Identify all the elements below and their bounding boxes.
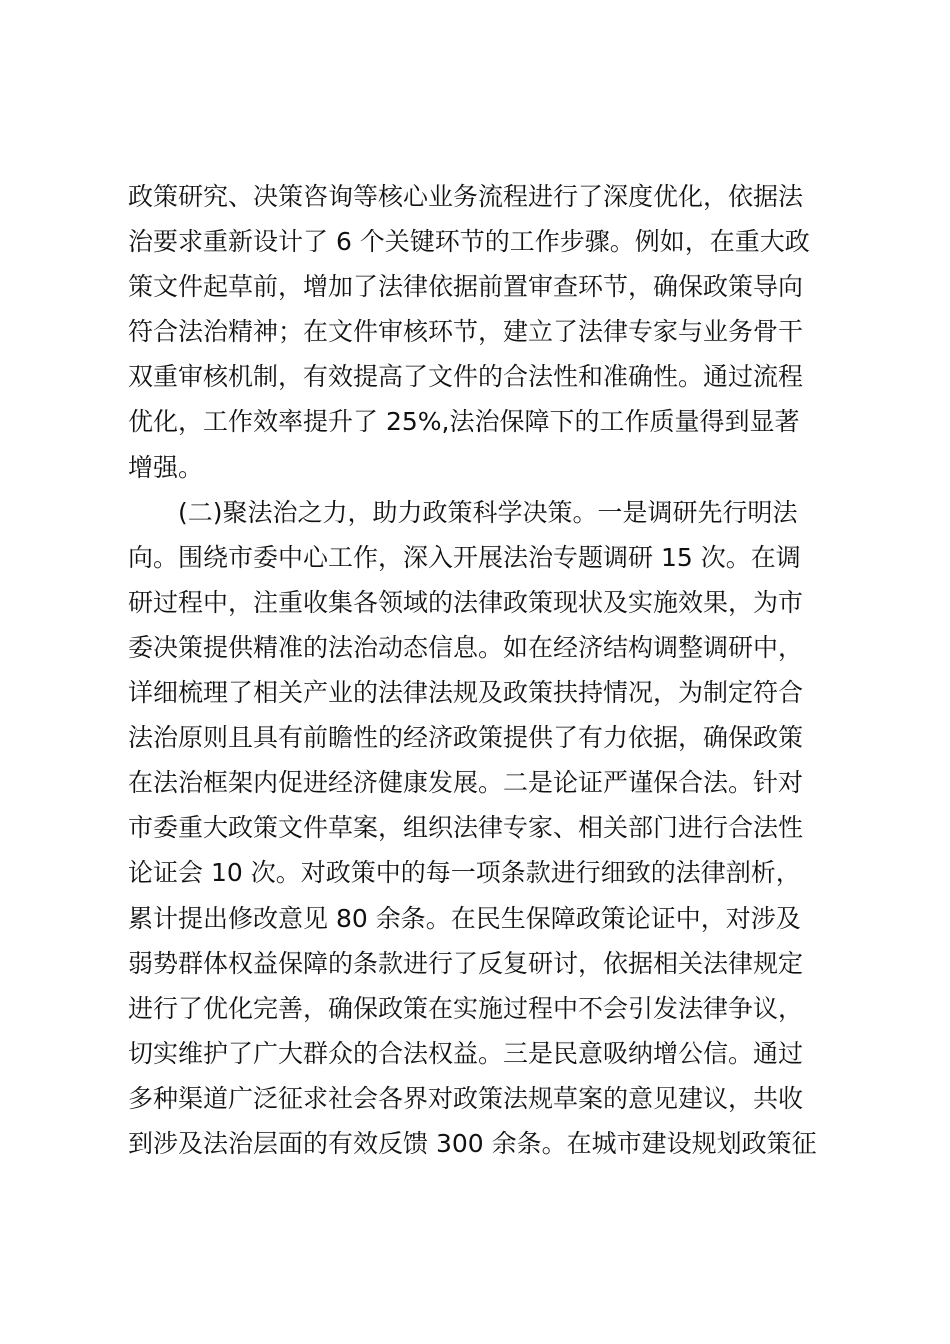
text-line: 治要求重新设计了 6 个关键环节的工作步骤。例如，在重大政 bbox=[128, 227, 810, 257]
body-text bbox=[128, 174, 828, 1166]
text-line: 符合法治精神；在文件审核环节，建立了法律专家与业务骨干 bbox=[128, 317, 804, 347]
text-line: 市委重大政策文件草案，组织法律专家、相关部门进行合法性 bbox=[128, 813, 804, 843]
section-heading-line: (二)聚法治之力，助力政策科学决策。一是调研先行明法 bbox=[178, 497, 798, 527]
text-line: 优化，工作效率提升了 25%,法治保障下的工作质量得到显著 bbox=[128, 407, 800, 437]
text-line: 向。围绕市委中心工作，深入开展法治专题调研 15 次。在调 bbox=[128, 542, 801, 572]
text-line: 详细梳理了相关产业的法律法规及政策扶持情况，为制定符合 bbox=[128, 678, 804, 708]
text-line: 到涉及法治层面的有效反馈 300 余条。在城市建设规划政策征 bbox=[128, 1128, 817, 1158]
text-line: 切实维护了广大群众的合法权益。三是民意吸纳增公信。通过 bbox=[128, 1038, 804, 1068]
text-line: 研过程中，注重收集各领域的法律政策现状及实施效果，为市 bbox=[128, 587, 804, 617]
text-line: 策文件起草前，增加了法律依据前置审查环节，确保政策导向 bbox=[128, 272, 804, 302]
text-line: 弱势群体权益保障的条款进行了反复研讨，依据相关法律规定 bbox=[128, 948, 804, 978]
text-line: 进行了优化完善，确保政策在实施过程中不会引发法律争议， bbox=[128, 993, 804, 1023]
text-line: 累计提出修改意见 80 余条。在民生保障政策论证中，对涉及 bbox=[128, 903, 801, 933]
text-line: 论证会 10 次。对政策中的每一项条款进行细致的法律剖析， bbox=[128, 858, 801, 888]
text-line: 在法治框架内促进经济健康发展。二是论证严谨保合法。针对 bbox=[128, 768, 804, 798]
text-line: 法治原则且具有前瞻性的经济政策提供了有力依据，确保政策 bbox=[128, 723, 804, 753]
text-line: 政策研究、决策咨询等核心业务流程进行了深度优化，依据法 bbox=[128, 182, 804, 211]
text-line: 增强。 bbox=[128, 452, 204, 482]
text-line: 多种渠道广泛征求社会各界对政策法规草案的意见建议，共收 bbox=[128, 1083, 804, 1113]
text-line: 委决策提供精准的法治动态信息。如在经济结构调整调研中， bbox=[128, 632, 804, 662]
text-line: 双重审核机制，有效提高了文件的合法性和准确性。通过流程 bbox=[128, 362, 804, 392]
